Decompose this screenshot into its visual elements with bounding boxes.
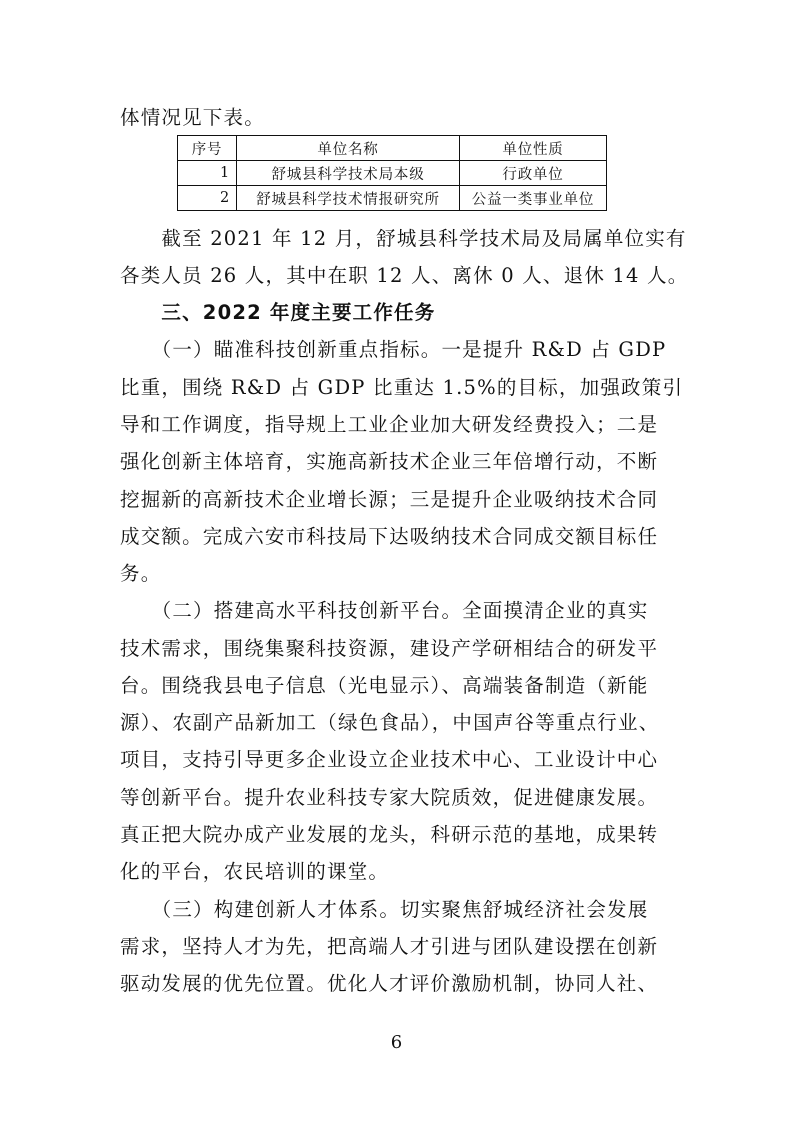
table-row: [178, 161, 607, 186]
paragraph-line: 强化创新主体培育，实施高新技术企业三年倍增行动，不断: [120, 450, 659, 473]
cell-unit-type: 公益一类事业单位: [460, 186, 607, 211]
paragraph-line: （三）构建创新人才体系。切实聚焦舒城经济社会发展: [120, 898, 649, 921]
cell-serial-no: 1: [178, 161, 237, 186]
paragraph-line: 挖掘新的高新技术企业增长源；三是提升企业吸纳技术合同: [120, 488, 659, 511]
table-header-row: [178, 136, 607, 161]
intro-line: 体情况见下表。: [120, 106, 265, 129]
cell-unit-name: 舒城县科学技术情报研究所: [237, 186, 460, 211]
header-unit-name: 单位名称: [237, 136, 460, 161]
paragraph-line: 源）、农副产品新加工（绿色食品），中国声谷等重点行业、: [120, 711, 660, 734]
paragraph-line: （一）瞄准科技创新重点指标。一是提升 R&D 占 GDP: [120, 338, 667, 361]
paragraph-line: 务。: [120, 562, 162, 585]
paragraph-line: 技术需求，围绕集聚科技资源，建设产学研相结合的研发平: [120, 637, 659, 660]
paragraph-line: 导和工作调度，指导规上工业企业加大研发经费投入；二是: [120, 413, 659, 436]
paragraph-line: 比重，围绕 R&D 占 GDP 比重达 1.5%的目标，加强政策引: [120, 376, 684, 399]
paragraph-line: 各类人员 26 人，其中在职 12 人、离休 0 人、退休 14 人。: [120, 264, 689, 287]
paragraph-line: 台。围绕我县电子信息（光电显示）、高端装备制造（新能: [120, 674, 649, 697]
cell-unit-name: 舒城县科学技术局本级: [237, 161, 460, 186]
cell-serial-no: 2: [178, 186, 237, 211]
paragraph-line: （二）搭建高水平科技创新平台。全面摸清企业的真实: [120, 599, 649, 622]
page-number: 6: [390, 1032, 403, 1053]
paragraph-line: 项目，支持引导更多企业设立企业技术中心、工业设计中心: [120, 748, 659, 771]
units-table: [177, 135, 607, 211]
table-row: [178, 186, 607, 211]
paragraph-line: 需求，坚持人才为先，把高端人才引进与团队建设摆在创新: [120, 935, 659, 958]
header-unit-type: 单位性质: [460, 136, 607, 161]
paragraph-line: 截至 2021 年 12 月，舒城县科学技术局及局属单位实有: [120, 227, 687, 250]
paragraph-line: 驱动发展的优先位置。优化人才评价激励机制，协同人社、: [120, 972, 659, 995]
section-heading: 三、2022 年度主要工作任务: [120, 301, 436, 324]
paragraph-line: 真正把大院办成产业发展的龙头，科研示范的基地，成果转: [120, 823, 659, 846]
paragraph-line: 化的平台，农民培训的课堂。: [120, 860, 390, 883]
cell-unit-type: 行政单位: [460, 161, 607, 186]
header-serial-no: 序号: [178, 136, 237, 161]
paragraph-line: 成交额。完成六安市科技局下达吸纳技术合同成交额目标任: [120, 525, 659, 548]
paragraph-line: 等创新平台。提升农业科技专家大院质效，促进健康发展。: [120, 786, 659, 809]
